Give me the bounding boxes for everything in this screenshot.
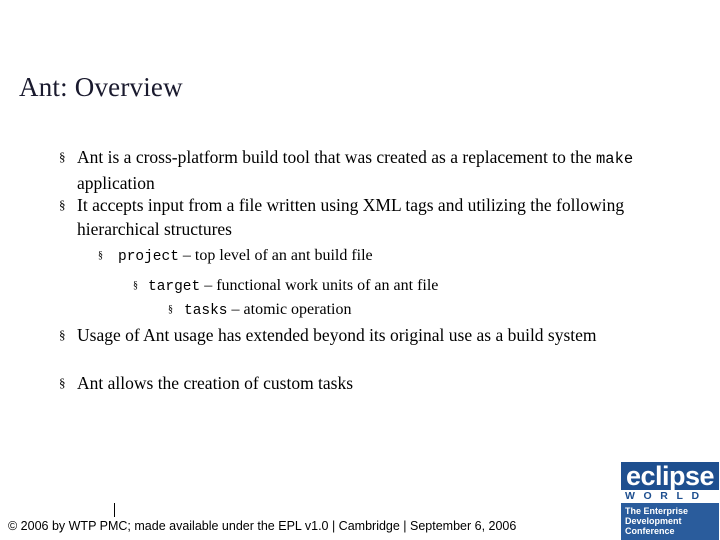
bullet-marker: § [59,149,66,164]
bullet-2-text: It accepts input from a file written using XML tags and utilizing the following hierarchical structures [77,195,625,239]
bullet-marker: § [59,197,66,212]
bullet-4-text: Ant allows the creation of custom tasks [77,373,354,393]
footer-divider [114,503,115,517]
sub-bullet-project [98,245,658,268]
eclipse-world-logo [621,462,719,540]
logo-line-2: Development [625,516,682,526]
sub-bullet-tasks [168,299,668,322]
bullet-marker: § [98,250,103,261]
bullet-2 [59,193,649,241]
sub-bullet-target [133,275,673,298]
bullet-1-code: make [596,150,634,168]
target-desc: – functional work units of an ant file [200,277,439,294]
project-desc: – top level of an ant build file [178,247,373,264]
logo-line-1: The Enterprise [625,506,689,516]
bullet-marker: § [59,327,66,342]
bullet-1-text: Ant is a cross-platform build tool that was created as a replacement to the [77,147,596,167]
target-code: target [148,279,201,295]
bullet-marker: § [168,304,173,315]
bullet-1 [59,145,659,195]
bullet-4 [59,371,639,395]
bullet-3-text: Usage of Ant usage has extended beyond its original use as a build system [77,325,597,345]
bullet-marker: § [59,375,66,390]
bullet-3 [59,323,639,347]
logo-conference [621,503,719,540]
logo-world: WORLD [625,490,708,502]
logo-line-3: Conference [625,526,675,536]
project-code: project [118,249,179,265]
logo-eclipse: eclipse [621,462,719,490]
footer-copyright: © 2006 by WTP PMC; made available under the EPL v1.0 | Cambridge | September 6, 2006 [8,519,517,533]
tasks-code: tasks [184,303,228,319]
slide-title: Ant: Overview [19,72,183,102]
bullet-marker: § [133,280,138,291]
bullet-1-text-end: application [77,173,155,193]
tasks-desc: – atomic operation [227,301,352,318]
